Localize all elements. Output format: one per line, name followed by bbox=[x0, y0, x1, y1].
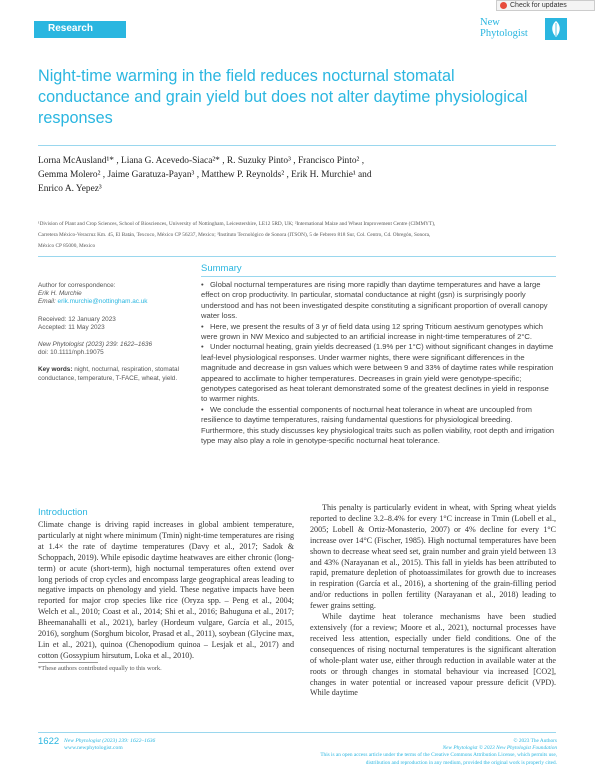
check-for-updates-button[interactable] bbox=[496, 0, 595, 11]
journal-name-line2: Phytologist bbox=[480, 28, 528, 39]
section-tab: Research bbox=[34, 21, 126, 38]
journal-name-line1: New bbox=[480, 17, 500, 28]
correspondence-name: Erik H. Murchie bbox=[38, 290, 82, 298]
crossmark-icon bbox=[500, 2, 507, 9]
correspondence-label: Author for correspondence: bbox=[38, 282, 116, 289]
article-sidebar bbox=[38, 282, 188, 383]
affiliations bbox=[38, 219, 558, 252]
correspondence-email-row bbox=[38, 298, 188, 306]
footer-foundation: New Phytologist © 2023 New Phytologist Foundation bbox=[442, 745, 557, 752]
footer-divider bbox=[38, 732, 556, 733]
check-updates-label: Check for updates bbox=[510, 2, 567, 9]
intro-column-1: Climate change is driving rapid increases in global ambient temperature, particularly at night where minimum (Tmin) night-time temperatures are rising at 1.4× the rate of daytime temperatures (Davy et al., 2017; Sadok & Schoppach, 2019). While episodic daytime heatwaves are either chronic (long-term) or acute (short-term), high nocturnal temperatures often extend over long periods of crop cycles and encompass large geographical areas leading to negative impacts on phenology and yield. These negative impacts have been reported for major crop species like rice (Oryza spp. – Peng et al., 2004; Welch et al., 2010; Coast et al., 2014; Shi et al., 2016; Bahuguna et al., 2017; Bheemanahalli et al., 2021), barley (Hordeum vulgare, García et al., 2015, 2016), sorghum (Sorghum bicolor, Prasad et al., 2011), soybean (Glycine max, Lin et al., 2021), quinoa (Chenopodium quinoa – Lesjak et al., 2017) and cotton (Gossypium hirsutum, Loka et al., 2010). bbox=[38, 520, 295, 660]
intro-paragraph-2: This penalty is particularly evident in wheat, with Spring wheat yields reported to decline 3.2–8.4% for every 1°C increase in Tmin (Lobell et al., 2005; Lobell & Ortiz-Monasterio, 2007) or 4% decline for every 1°C increase over 14°C (Fischer, 1985). High nocturnal temperatures have been shown to decrease wheat seed set, grain number and grain yield between 13 and 43% (Narayanan et al., 2015). This fall in yields has been attributed to rapid, premature depletion of photoassimilates for growth due to increases in respiration (García et al., 2016), a shortening of the grain-filling period and/or reductions in pollen fertility (Narayanan et al., 2018) leading to fewer grains setting. bbox=[310, 503, 556, 611]
summary-divider bbox=[201, 276, 556, 277]
correspondence-email-link[interactable]: erik.murchie@nottingham.ac.uk bbox=[57, 298, 148, 306]
summary-bullet-1: • Global nocturnal temperatures are rising more rapidly than daytime temperatures and have a large effect on crop productivity. In particular, stomatal conductance at night (gsn) is surprisingly poorly understood and has not been investigated despite constituting a significant proportion of overall canopy water loss. bbox=[201, 280, 548, 321]
footer-license-line-2: distribution and reproduction in any medium, provided the original work is properly cited. bbox=[365, 759, 557, 766]
footer-license-line-1: This is an open access article under the terms of the Creative Commons Attribution License, which permits use, bbox=[320, 752, 557, 759]
affiliation-line-3: México CP 85000, Mexico bbox=[38, 243, 96, 249]
intro-column-2 bbox=[310, 503, 556, 699]
summary-bullet-4-text: We conclude the essential components of nocturnal heat tolerance in wheat are uncoupled from resilience to daytime temperatures, raising fundamental questions for physiological breeding. Furthermore, this study discusses key physiological traits such as pollen viability, root depth and irrigation type may also play a role in genotype-specific nocturnal heat tolerance. bbox=[201, 404, 555, 446]
summary-heading: Summary bbox=[201, 263, 242, 274]
keywords-label: Key words: bbox=[38, 366, 73, 374]
doi[interactable]: doi: 10.1111/nph.19075 bbox=[38, 349, 104, 357]
citation: New Phytologist (2023) 239: 1622–1636 bbox=[38, 341, 153, 349]
intro-paragraph-3: While daytime heat tolerance mechanisms have been studied extensively (for a review; Moore et al., 2021), nocturnal processes have received less attention, especially under field conditions. One of the consequences of rising nocturnal temperatures is the significant alteration of whole-plant water use, either through reduction in available water at the roots or through changes in stomatal behaviour via increased [CO2], changes in water potential or increased vapour pressure deficit (VPD). While daytime bbox=[310, 612, 556, 698]
journal-leaf-logo-icon bbox=[545, 18, 567, 40]
summary-body bbox=[201, 280, 556, 447]
footer-license bbox=[250, 738, 557, 767]
keywords-text: night, nocturnal, respiration, stomatal conductance, temperature, T-FACE, wheat, yield. bbox=[38, 366, 180, 382]
affiliation-divider bbox=[38, 256, 556, 257]
keywords bbox=[38, 366, 188, 382]
summary-bullet-3: • Under nocturnal heating, grain yields decreased (1.9% per 1°C) without significant changes in daytime leaf-level physiological responses. Under warmer nights, there were significant differences in the magnitude and decrease in gsn values which were between 9 and 33% of daytime rates while respiration appeared to acclimate to higher temperatures. Decreases in grain yield were genotype-specific; genotypes categorised as heat tolerant demonstrated some of the greatest declines in yield in response to warmer nights. bbox=[201, 342, 554, 404]
summary-bullet-4: • We conclude the essential components of nocturnal heat tolerance in wheat are uncoupled from resilience to daytime temperatures, raising fundamental questions for physiological breeding. Furthermore, this study discusses key physiological traits such as pollen viability, root depth and irrigation type may also play a role in genotype-specific nocturnal heat tolerance. bbox=[201, 404, 555, 446]
received-date: Received: 12 January 2023 bbox=[38, 315, 116, 323]
introduction-heading: Introduction bbox=[38, 507, 88, 518]
page-number: 1622 bbox=[38, 736, 60, 747]
email-label: Email: bbox=[38, 298, 56, 306]
affiliation-line-1: ¹Division of Plant and Crop Sciences, School of Biosciences, University of Nottingham, Leicestershire, LE12 5RD, UK; ²International Maize and Wheat Improvement Centre (CIMMYT), bbox=[38, 221, 436, 227]
author-line-1: Lorna McAusland¹* , Liana G. Acevedo-Siaca²* , R. Suzuky Pinto³ , Francisco Pinto² , bbox=[38, 156, 365, 166]
journal-name bbox=[480, 17, 528, 39]
title-divider bbox=[38, 145, 556, 146]
footer-journal-url[interactable]: www.newphytologist.com bbox=[64, 745, 123, 751]
article-title: Night-time warming in the field reduces nocturnal stomatal conductance and grain yield but does not alter daytime physiological responses bbox=[38, 67, 528, 127]
author-line-2: Gemma Molero² , Jaime Garatuza-Payan³ , Matthew P. Reynolds² , Erik H. Murchie¹ and bbox=[38, 170, 372, 180]
affiliation-line-2: Carretera México-Veracruz Km. 45, El Batán, Texcoco, México CP 56237, Mexico; ³Instituto Tecnológico de Sonora (ITSON), 5 de Febrero 818 Sur, Col. Centro, Cd. Obregón, Sonora, bbox=[38, 232, 431, 238]
summary-bullet-2: • Here, we present the results of 3 yr of field data using 12 spring Triticum aestivum genotypes which were grown in NW Mexico and subjected to an artificial increase in night-time temperatures of 2°C. bbox=[201, 321, 544, 342]
footer-citation: New Phytologist (2023) 239: 1622–1636 bbox=[64, 738, 156, 744]
summary-bullet-2-text: Here, we present the results of 3 yr of field data using 12 spring Triticum aestivum genotypes which were grown in NW Mexico and subjected to an artificial increase in night-time temperatures of 2°C. bbox=[201, 321, 544, 342]
accepted-date: Accepted: 11 May 2023 bbox=[38, 323, 105, 331]
footer-copyright: © 2023 The Authors bbox=[513, 738, 557, 744]
footnote-rule bbox=[38, 662, 98, 663]
summary-bullet-3-text: Under nocturnal heating, grain yields decreased (1.9% per 1°C) without significant changes in daytime leaf-level physiological responses. Under warmer nights, there were significant differences in the magnitude and decrease in gsn values which were between 9 and 33% of daytime rates while respiration appeared to acclimate to higher temperatures. Decreases in grain yield were genotype-specific; genotypes categorised as heat tolerant demonstrated some of the greatest declines in yield in response to warmer nights. bbox=[201, 342, 554, 404]
summary-bullet-1-text: Global nocturnal temperatures are rising more rapidly than daytime temperatures and have a large effect on crop productivity. In particular, stomatal conductance at night (gsn) is surprisingly poorly understood and has not been investigated despite constituting a significant proportion of overall canopy water loss. bbox=[201, 280, 548, 321]
author-line-3: Enrico A. Yepez³ bbox=[38, 184, 102, 194]
author-list bbox=[38, 154, 558, 196]
footnote: *These authors contributed equally to this work. bbox=[38, 665, 162, 672]
footer-journal bbox=[64, 738, 155, 752]
